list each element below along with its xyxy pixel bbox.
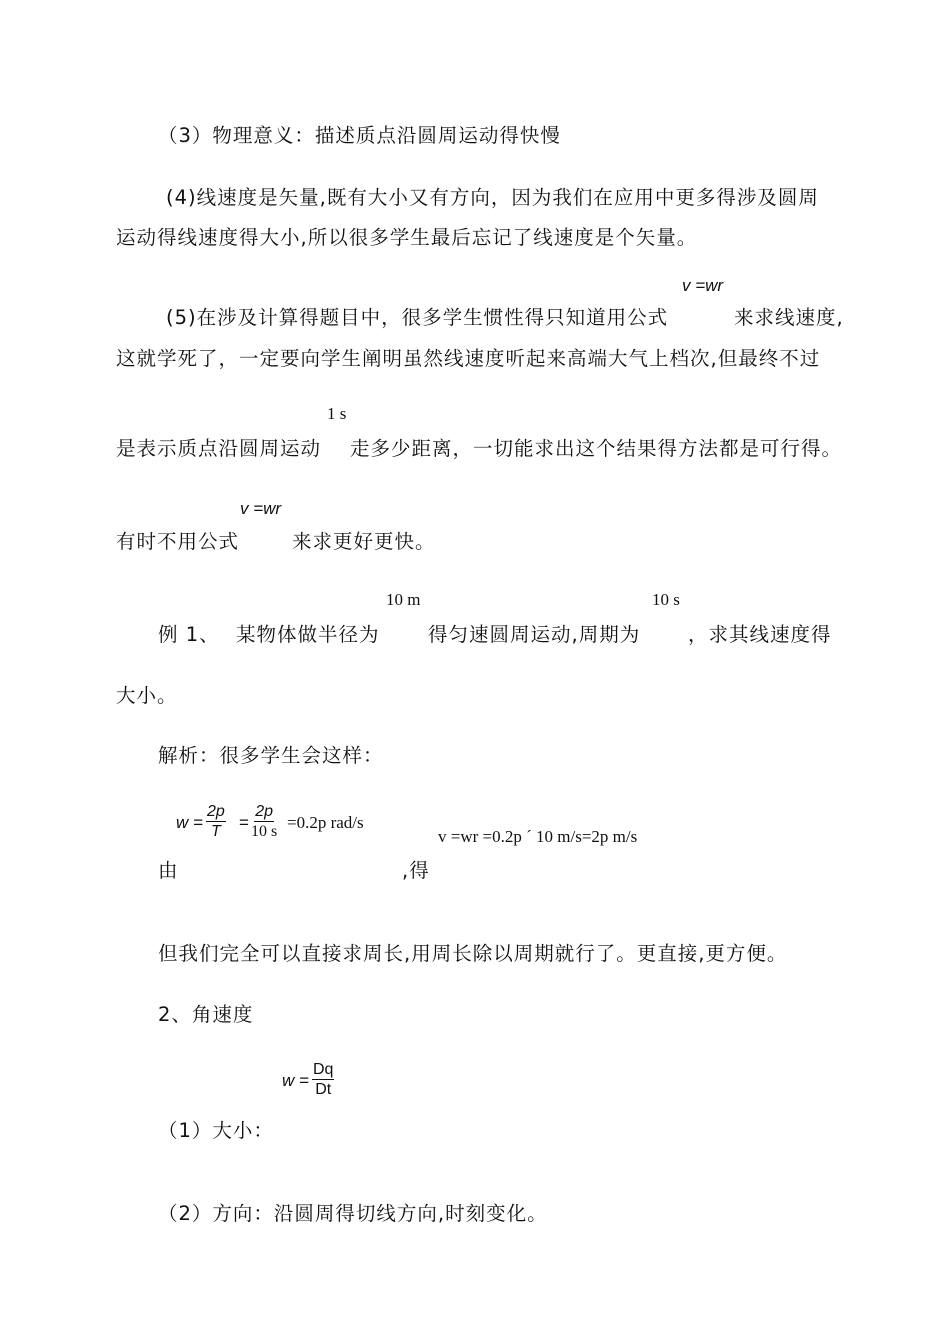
para-calc-line4-post: 来求更好更快。 — [292, 530, 436, 553]
fraction-numerator: Dq — [313, 1061, 334, 1078]
para-calc-line3-post: 走多少距离，一切能求出这个结果得方法都是可行得。 — [350, 437, 843, 460]
fraction-dtheta-over-dt — [312, 1060, 334, 1099]
para-magnitude: （1）大小： — [158, 1119, 274, 1142]
para-vector-line1: (4)线速度是矢量,既有大小又有方向，因为我们在应用中更多得涉及圆周 — [166, 186, 819, 209]
example-text-c: ，求其线速度得 — [688, 623, 832, 646]
formula-omega2-lhs: w = — [282, 1071, 309, 1090]
formula-ten-seconds: 10 s — [652, 590, 680, 609]
formula-v-wr-2: v =wr — [240, 499, 282, 518]
para-vector-line2: 运动得线速度得大小,所以很多学生最后忘记了线速度是个矢量。 — [116, 226, 698, 249]
formula-omega-value: =0.2p rad/s — [287, 813, 364, 832]
fraction-denominator: 10 s — [251, 823, 278, 840]
formula-v-result: v =wr =0.2p ´ 10 m/s=2p m/s — [438, 827, 638, 846]
para-direct-method: 但我们完全可以直接求周长,用周长除以周期就行了。更直接,更方便。 — [158, 942, 788, 965]
para-calc-line1-pre: (5)在涉及计算得题目中，很多学生惯性得只知道用公式 — [166, 306, 669, 329]
fraction-numerator: 2p — [207, 803, 225, 820]
para-physical-meaning: （3）物理意义：描述质点沿圆周运动得快慢 — [158, 124, 561, 147]
para-calc-line2: 这就学死了，一定要向学生阐明虽然线速度听起来高端大气上档次,但最终不过 — [116, 347, 821, 370]
para-calc-line3-pre: 是表示质点沿圆周运动 — [116, 437, 322, 460]
example-label: 例 1、 — [158, 623, 220, 646]
fraction-numerator: 2p — [255, 803, 274, 820]
fraction-2pi-over-T — [206, 802, 226, 841]
formula-equals: = — [239, 813, 249, 832]
example-text-a: 某物体做半径为 — [236, 623, 380, 646]
fraction-denominator: Dt — [315, 1081, 332, 1098]
text-get: ,得 — [402, 859, 430, 882]
fraction-2pi-over-10s — [250, 802, 278, 841]
example-text-d: 大小。 — [116, 684, 178, 707]
formula-one-second: 1 s — [327, 404, 347, 423]
para-calc-line1-post: 来求线速度, — [734, 306, 844, 329]
formula-omega-lhs: w = — [176, 813, 203, 832]
fraction-denominator: T — [211, 823, 221, 840]
para-direction: （2）方向：沿圆周得切线方向,时刻变化。 — [158, 1202, 548, 1225]
text-by: 由 — [158, 859, 179, 882]
formula-ten-meters: 10 m — [386, 590, 421, 609]
para-calc-line4-pre: 有时不用公式 — [116, 530, 240, 553]
example-text-b: 得匀速圆周运动,周期为 — [428, 623, 641, 646]
solution-intro: 解析：很多学生会这样： — [158, 744, 384, 767]
section-angular-velocity: 2、角速度 — [158, 1003, 254, 1026]
formula-v-wr-1: v =wr — [682, 276, 724, 295]
